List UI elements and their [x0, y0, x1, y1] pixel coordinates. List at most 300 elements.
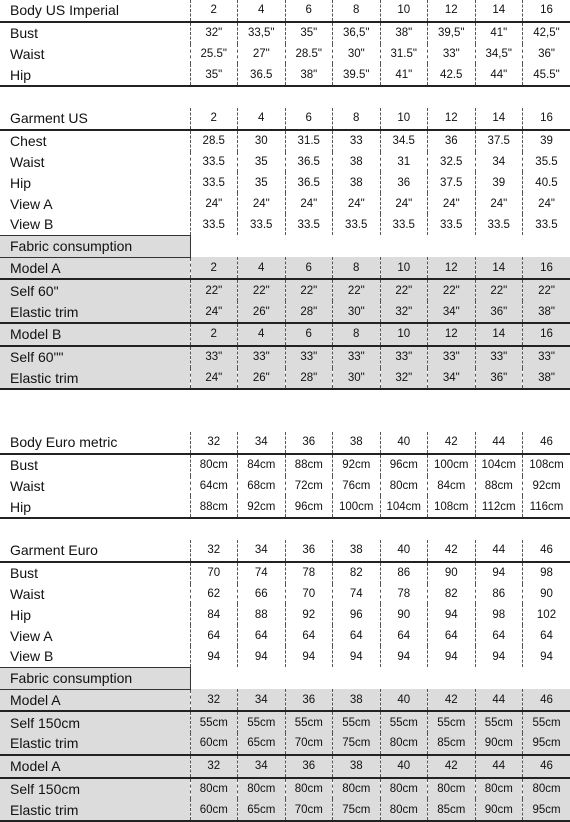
size-header-cell: 40	[380, 755, 428, 778]
measurement-row	[0, 214, 570, 235]
value-cell: 33.5	[238, 214, 286, 235]
value-cell: 24"	[523, 193, 570, 214]
measurement-row	[0, 454, 570, 476]
spacer-cell	[0, 518, 570, 540]
value-cell: 94	[380, 646, 428, 667]
size-header-cell: 14	[475, 0, 523, 22]
value-cell: 22"	[333, 279, 381, 301]
value-cell: 55cm	[380, 711, 428, 733]
value-cell: 33"	[475, 346, 523, 368]
size-header-cell: 16	[523, 108, 570, 130]
value-cell: 90cm	[475, 799, 523, 821]
size-header-cell: 2	[190, 257, 238, 279]
value-cell: 80cm	[333, 778, 381, 800]
row-label: Elastic trim	[0, 733, 190, 755]
measurement-row	[0, 604, 570, 625]
value-cell: 32.5	[428, 152, 476, 173]
row-label: Waist	[0, 584, 190, 605]
value-cell: 36"	[475, 301, 523, 323]
value-cell: 80cm	[238, 778, 286, 800]
blank-cell	[190, 235, 570, 257]
model-header	[0, 755, 570, 778]
size-header-cell: 10	[380, 257, 428, 279]
size-header-cell: 42	[428, 755, 476, 778]
value-cell: 55cm	[523, 711, 570, 733]
row-label: Bust	[0, 22, 190, 44]
value-cell: 85cm	[428, 733, 476, 755]
value-cell: 108cm	[523, 454, 570, 476]
value-cell: 66	[238, 584, 286, 605]
value-cell: 80cm	[380, 476, 428, 497]
value-cell: 60cm	[190, 799, 238, 821]
value-cell: 102	[523, 604, 570, 625]
value-cell: 64	[333, 625, 381, 646]
size-header-cell: 10	[380, 108, 428, 130]
value-cell: 33"	[428, 346, 476, 368]
value-cell: 80cm	[285, 778, 333, 800]
value-cell: 64	[523, 625, 570, 646]
value-cell: 64	[475, 625, 523, 646]
size-header-cell: 14	[475, 108, 523, 130]
value-cell: 36.5	[238, 64, 286, 86]
size-header-cell: 42	[428, 540, 476, 562]
measurement-row	[0, 778, 570, 800]
row-label: Chest	[0, 130, 190, 152]
value-cell: 104cm	[380, 496, 428, 518]
value-cell: 33.5	[380, 214, 428, 235]
value-cell: 88cm	[285, 454, 333, 476]
value-cell: 41"	[475, 22, 523, 44]
row-label: Hip	[0, 64, 190, 86]
value-cell: 116cm	[523, 496, 570, 518]
value-cell: 33"	[428, 44, 476, 65]
measurement-row	[0, 711, 570, 733]
size-header-cell: 42	[428, 689, 476, 711]
value-cell: 40.5	[523, 172, 570, 193]
value-cell: 88	[238, 604, 286, 625]
value-cell: 75cm	[333, 733, 381, 755]
row-label: Self 60""	[0, 346, 190, 368]
section-header-title: Garment US	[0, 108, 190, 130]
model-header	[0, 257, 570, 279]
row-label: Self 150cm	[0, 711, 190, 733]
measurement-row	[0, 130, 570, 152]
size-header-cell: 6	[285, 0, 333, 22]
value-cell: 92cm	[523, 476, 570, 497]
value-cell: 33.5	[190, 172, 238, 193]
value-cell: 38"	[523, 301, 570, 323]
row-label: Hip	[0, 604, 190, 625]
section-header	[0, 432, 570, 454]
measurement-row	[0, 562, 570, 584]
value-cell: 25.5"	[190, 44, 238, 65]
value-cell: 39,5"	[428, 22, 476, 44]
value-cell: 31.5"	[380, 44, 428, 65]
value-cell: 24"	[238, 193, 286, 214]
value-cell: 39	[475, 172, 523, 193]
fabric-consumption-label: Fabric consumption	[0, 235, 190, 257]
row-label: View B	[0, 646, 190, 667]
value-cell: 38"	[523, 368, 570, 390]
size-header-cell: 8	[333, 257, 381, 279]
section-header-title: Garment Euro	[0, 540, 190, 562]
value-cell: 90cm	[475, 733, 523, 755]
size-header-cell: 40	[380, 689, 428, 711]
size-header-cell: 36	[285, 540, 333, 562]
section-header-title: Body Euro metric	[0, 432, 190, 454]
size-header-cell: 44	[475, 432, 523, 454]
value-cell: 55cm	[475, 711, 523, 733]
value-cell: 28.5"	[285, 44, 333, 65]
value-cell: 22"	[380, 279, 428, 301]
value-cell: 94	[475, 646, 523, 667]
value-cell: 32"	[380, 368, 428, 390]
value-cell: 96	[333, 604, 381, 625]
value-cell: 32"	[380, 301, 428, 323]
size-header-cell: 4	[238, 257, 286, 279]
size-header-cell: 4	[238, 108, 286, 130]
value-cell: 33"	[190, 346, 238, 368]
value-cell: 96cm	[285, 496, 333, 518]
value-cell: 38"	[380, 22, 428, 44]
size-header-cell: 12	[428, 0, 476, 22]
section-spacer	[0, 389, 570, 411]
section-spacer	[0, 411, 570, 432]
value-cell: 94	[285, 646, 333, 667]
size-header-cell: 12	[428, 257, 476, 279]
value-cell: 64cm	[190, 476, 238, 497]
value-cell: 65cm	[238, 733, 286, 755]
size-header-cell: 32	[190, 540, 238, 562]
value-cell: 35.5	[523, 152, 570, 173]
row-label: View B	[0, 214, 190, 235]
value-cell: 90	[428, 562, 476, 584]
value-cell: 55cm	[238, 711, 286, 733]
value-cell: 38	[333, 152, 381, 173]
size-header-cell: 46	[523, 540, 570, 562]
value-cell: 80cm	[380, 733, 428, 755]
value-cell: 30"	[333, 301, 381, 323]
section-header	[0, 108, 570, 130]
value-cell: 94	[190, 646, 238, 667]
value-cell: 37.5	[428, 172, 476, 193]
size-header-cell: 6	[285, 323, 333, 346]
size-header-cell: 14	[475, 257, 523, 279]
value-cell: 33.5	[333, 214, 381, 235]
value-cell: 55cm	[190, 711, 238, 733]
value-cell: 28"	[285, 368, 333, 390]
spacer-cell	[0, 86, 570, 108]
value-cell: 33.5	[428, 214, 476, 235]
value-cell: 27"	[238, 44, 286, 65]
value-cell: 78	[285, 562, 333, 584]
value-cell: 33	[333, 130, 381, 152]
measurement-row	[0, 476, 570, 497]
size-header-cell: 2	[190, 108, 238, 130]
measurement-row	[0, 64, 570, 86]
value-cell: 33.5	[475, 214, 523, 235]
size-header-cell: 38	[333, 755, 381, 778]
value-cell: 64	[428, 625, 476, 646]
size-header-cell: 4	[238, 323, 286, 346]
row-label: Elastic trim	[0, 368, 190, 390]
value-cell: 22"	[238, 279, 286, 301]
value-cell: 88cm	[190, 496, 238, 518]
value-cell: 70cm	[285, 733, 333, 755]
value-cell: 68cm	[238, 476, 286, 497]
value-cell: 92	[285, 604, 333, 625]
value-cell: 74	[238, 562, 286, 584]
value-cell: 24"	[190, 368, 238, 390]
value-cell: 37.5	[475, 130, 523, 152]
value-cell: 41"	[380, 64, 428, 86]
measurement-row	[0, 496, 570, 518]
size-header-cell: 10	[380, 0, 428, 22]
row-label: View A	[0, 193, 190, 214]
value-cell: 92cm	[333, 454, 381, 476]
model-header-title: Model A	[0, 257, 190, 279]
value-cell: 76cm	[333, 476, 381, 497]
value-cell: 60cm	[190, 733, 238, 755]
size-header-cell: 36	[285, 689, 333, 711]
size-header-cell: 6	[285, 108, 333, 130]
value-cell: 55cm	[428, 711, 476, 733]
value-cell: 33.5	[190, 214, 238, 235]
value-cell: 108cm	[428, 496, 476, 518]
fabric-consumption-label: Fabric consumption	[0, 667, 190, 689]
row-label: Bust	[0, 454, 190, 476]
value-cell: 64	[380, 625, 428, 646]
value-cell: 45.5"	[523, 64, 570, 86]
model-header-title: Model A	[0, 689, 190, 711]
measurement-row	[0, 44, 570, 65]
value-cell: 94	[238, 646, 286, 667]
value-cell: 34"	[428, 301, 476, 323]
value-cell: 35"	[285, 22, 333, 44]
value-cell: 24"	[475, 193, 523, 214]
value-cell: 36"	[523, 44, 570, 65]
size-header-cell: 16	[523, 257, 570, 279]
size-header-cell: 38	[333, 689, 381, 711]
value-cell: 33.5	[285, 214, 333, 235]
value-cell: 64	[190, 625, 238, 646]
value-cell: 31	[380, 152, 428, 173]
size-header-cell: 34	[238, 432, 286, 454]
size-header-cell: 4	[238, 0, 286, 22]
value-cell: 104cm	[475, 454, 523, 476]
size-header-cell: 40	[380, 432, 428, 454]
value-cell: 36.5	[285, 172, 333, 193]
row-label: Hip	[0, 496, 190, 518]
value-cell: 94	[428, 604, 476, 625]
measurement-row	[0, 346, 570, 368]
value-cell: 64	[238, 625, 286, 646]
value-cell: 72cm	[285, 476, 333, 497]
value-cell: 38"	[285, 64, 333, 86]
value-cell: 64	[285, 625, 333, 646]
size-header-cell: 8	[333, 0, 381, 22]
value-cell: 36,5"	[333, 22, 381, 44]
value-cell: 39	[523, 130, 570, 152]
size-header-cell: 32	[190, 432, 238, 454]
measurement-row	[0, 193, 570, 214]
size-header-cell: 34	[238, 689, 286, 711]
value-cell: 85cm	[428, 799, 476, 821]
size-header-cell: 46	[523, 689, 570, 711]
model-header	[0, 323, 570, 346]
value-cell: 24"	[190, 301, 238, 323]
value-cell: 35	[238, 172, 286, 193]
row-label: Bust	[0, 562, 190, 584]
value-cell: 84	[190, 604, 238, 625]
size-header-cell: 12	[428, 323, 476, 346]
value-cell: 80cm	[190, 778, 238, 800]
value-cell: 82	[428, 584, 476, 605]
measurement-row	[0, 799, 570, 821]
size-header-cell: 34	[238, 755, 286, 778]
size-header-cell: 44	[475, 755, 523, 778]
blank-cell	[190, 667, 570, 689]
value-cell: 33"	[380, 346, 428, 368]
size-header-cell: 14	[475, 323, 523, 346]
model-header-title: Model A	[0, 755, 190, 778]
section-spacer	[0, 518, 570, 540]
row-label: Hip	[0, 172, 190, 193]
value-cell: 26"	[238, 301, 286, 323]
value-cell: 30"	[333, 44, 381, 65]
measurement-row	[0, 152, 570, 173]
model-header	[0, 689, 570, 711]
value-cell: 95cm	[523, 799, 570, 821]
value-cell: 24"	[428, 193, 476, 214]
value-cell: 33,5"	[238, 22, 286, 44]
size-header-cell: 6	[285, 257, 333, 279]
value-cell: 65cm	[238, 799, 286, 821]
size-header-cell: 38	[333, 540, 381, 562]
value-cell: 33"	[238, 346, 286, 368]
value-cell: 80cm	[428, 778, 476, 800]
measurement-row	[0, 584, 570, 605]
fabric-consumption-row	[0, 667, 570, 689]
size-header-cell: 10	[380, 323, 428, 346]
value-cell: 94	[428, 646, 476, 667]
value-cell: 33.5	[190, 152, 238, 173]
size-header-cell: 12	[428, 108, 476, 130]
value-cell: 90	[380, 604, 428, 625]
measurement-row	[0, 279, 570, 301]
size-header-cell: 16	[523, 323, 570, 346]
value-cell: 82	[333, 562, 381, 584]
value-cell: 30"	[333, 368, 381, 390]
spacer-cell	[0, 411, 570, 432]
section-header	[0, 0, 570, 22]
size-header-cell: 8	[333, 108, 381, 130]
value-cell: 32"	[190, 22, 238, 44]
row-label: Elastic trim	[0, 799, 190, 821]
section-spacer	[0, 86, 570, 108]
spacer-cell	[0, 389, 570, 411]
value-cell: 24"	[190, 193, 238, 214]
size-header-cell: 36	[285, 755, 333, 778]
value-cell: 78	[380, 584, 428, 605]
value-cell: 80cm	[380, 799, 428, 821]
value-cell: 55cm	[285, 711, 333, 733]
size-header-cell: 16	[523, 0, 570, 22]
value-cell: 22"	[285, 279, 333, 301]
measurement-row	[0, 625, 570, 646]
value-cell: 33.5	[523, 214, 570, 235]
value-cell: 94	[523, 646, 570, 667]
value-cell: 70	[190, 562, 238, 584]
value-cell: 98	[475, 604, 523, 625]
value-cell: 94	[333, 646, 381, 667]
section-header-title: Body US Imperial	[0, 0, 190, 22]
value-cell: 74	[333, 584, 381, 605]
value-cell: 70	[285, 584, 333, 605]
value-cell: 100cm	[333, 496, 381, 518]
value-cell: 22"	[190, 279, 238, 301]
value-cell: 75cm	[333, 799, 381, 821]
value-cell: 26"	[238, 368, 286, 390]
value-cell: 33"	[523, 346, 570, 368]
value-cell: 98	[523, 562, 570, 584]
row-label: Self 150cm	[0, 778, 190, 800]
measurement-row	[0, 172, 570, 193]
value-cell: 80cm	[380, 778, 428, 800]
value-cell: 24"	[285, 193, 333, 214]
size-header-cell: 46	[523, 432, 570, 454]
value-cell: 80cm	[190, 454, 238, 476]
size-header-cell: 44	[475, 689, 523, 711]
value-cell: 22"	[428, 279, 476, 301]
value-cell: 70cm	[285, 799, 333, 821]
value-cell: 24"	[333, 193, 381, 214]
measurement-row	[0, 301, 570, 323]
value-cell: 28.5	[190, 130, 238, 152]
value-cell: 112cm	[475, 496, 523, 518]
value-cell: 34	[475, 152, 523, 173]
value-cell: 35	[238, 152, 286, 173]
measurement-row	[0, 368, 570, 390]
value-cell: 96cm	[380, 454, 428, 476]
fabric-consumption-row	[0, 235, 570, 257]
row-label: View A	[0, 625, 190, 646]
value-cell: 80cm	[475, 778, 523, 800]
value-cell: 22"	[475, 279, 523, 301]
value-cell: 88cm	[475, 476, 523, 497]
value-cell: 30	[238, 130, 286, 152]
value-cell: 100cm	[428, 454, 476, 476]
value-cell: 28"	[285, 301, 333, 323]
row-label: Waist	[0, 44, 190, 65]
value-cell: 35"	[190, 64, 238, 86]
value-cell: 92cm	[238, 496, 286, 518]
value-cell: 36	[428, 130, 476, 152]
value-cell: 86	[475, 584, 523, 605]
value-cell: 84cm	[428, 476, 476, 497]
size-header-cell: 32	[190, 755, 238, 778]
value-cell: 42.5	[428, 64, 476, 86]
model-header-title: Model B	[0, 323, 190, 346]
size-header-cell: 36	[285, 432, 333, 454]
value-cell: 22"	[523, 279, 570, 301]
size-header-cell: 38	[333, 432, 381, 454]
value-cell: 39.5"	[333, 64, 381, 86]
value-cell: 34.5	[380, 130, 428, 152]
size-header-cell: 2	[190, 323, 238, 346]
value-cell: 36.5	[285, 152, 333, 173]
value-cell: 90	[523, 584, 570, 605]
